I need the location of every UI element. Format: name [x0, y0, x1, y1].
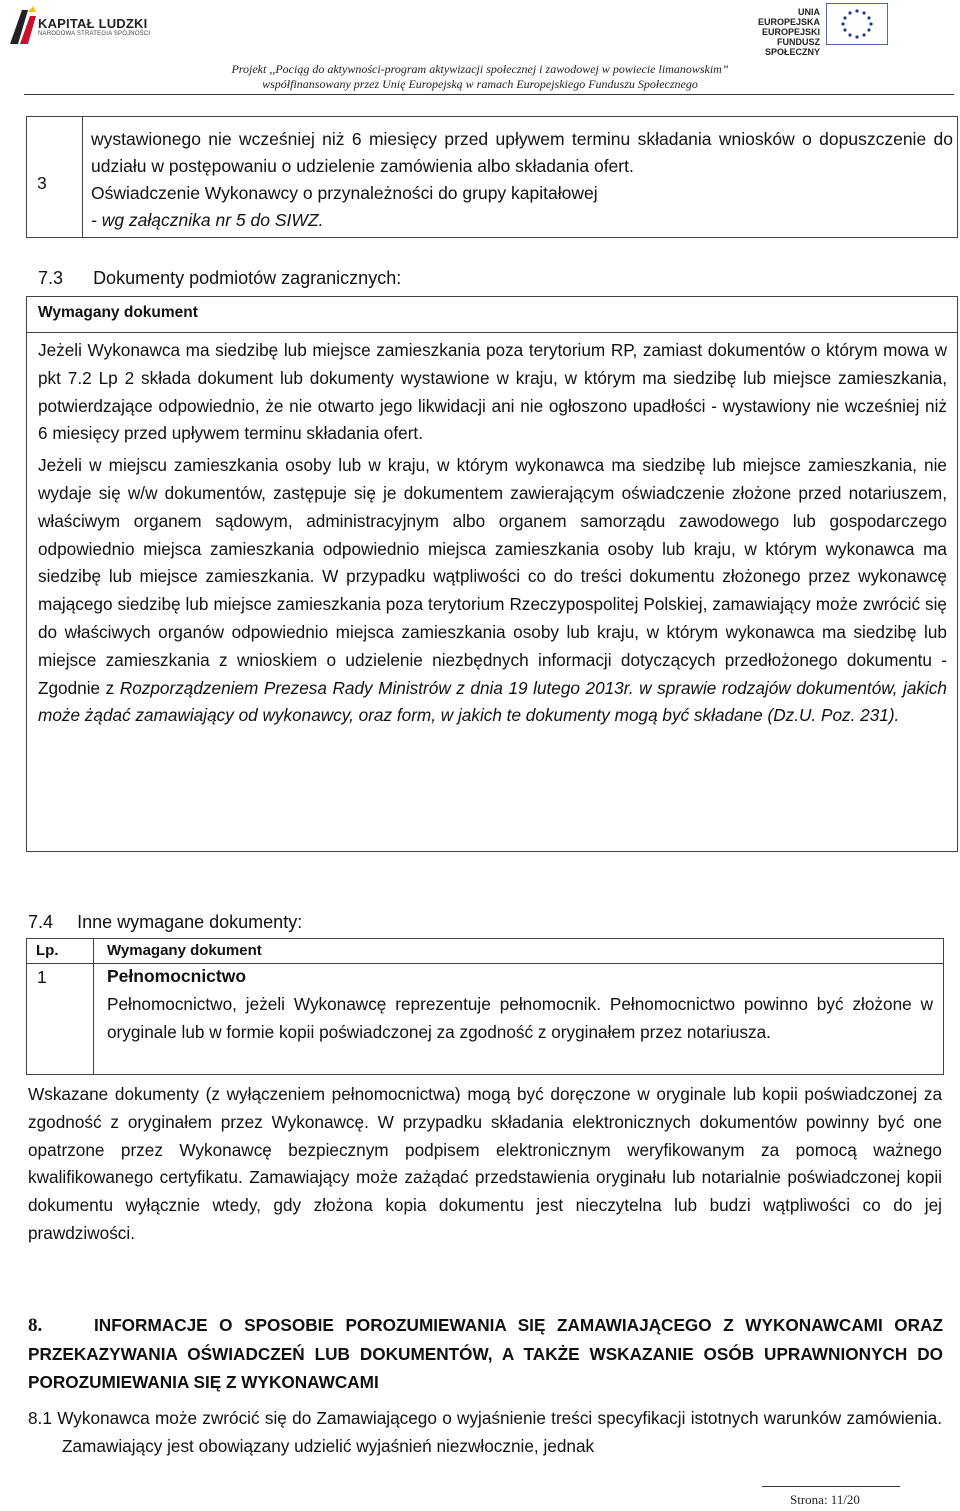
documents-note [28, 1081, 942, 1248]
column-header-lp: Lp. [36, 942, 59, 959]
eu-label-line3: FUNDUSZ SPOŁECZNY [764, 37, 820, 57]
row-number: 3 [37, 173, 47, 193]
other-documents-table [26, 938, 944, 1075]
row-title: Pełnomocnictwo [107, 966, 247, 986]
section-8-1-paragraph [28, 1405, 942, 1461]
row-text-attachment: - wg załącznika nr 5 do SIWZ. [91, 210, 324, 230]
section-8-1-text: Wykonawca może zwrócić się do Zamawiającego o wyjaśnienie treści specyfikacji istotnych warunków zamówienia. Zamawiający jest obowiązany udzielić wyjaśnień niezwłocznie, jednak [57, 1408, 943, 1456]
section-8-heading [28, 1311, 943, 1396]
row-text-statement: Oświadczenie Wykonawcy o przynależności do grupy kapitałowej [91, 183, 598, 203]
page-number: Strona: 11/20 [790, 1492, 860, 1507]
section-8-1 [28, 1405, 942, 1461]
table-header-row [27, 297, 957, 333]
table-header-label: Wymagany dokument [38, 304, 198, 321]
project-title: Projekt ,,Pociąg do aktywności-program aktywizacji społecznej i zawodowej w powiecie limanowskim” [231, 62, 729, 76]
column-header-document: Wymagany dokument [107, 942, 262, 959]
section-number: 7.4 [28, 912, 54, 932]
eu-label-line1: UNIA EUROPEJSKA [757, 7, 820, 27]
eu-flag-icon [826, 3, 888, 45]
table-column-divider [82, 117, 83, 237]
section-7-3-heading [38, 268, 401, 289]
eu-label-line2: EUROPEJSKI [761, 27, 820, 37]
section-title: INFORMACJE O SPOSOBIE POROZUMIEWANIA SIĘ ZAMAWIAJĄCEGO Z WYKONAWCAMI ORAZ PRZEKAZYWANIA OŚWIADCZEŃ LUB DOKUMENTÓW, A TAKŻE WSKAZANIE OSÓB UPRAWNIONYCH DO POROZUMIEWANIA SIĘ Z WYKONAWCAMI [28, 1315, 943, 1392]
header-divider [24, 94, 954, 95]
foreign-documents-table [26, 296, 958, 852]
table-header-divider [27, 963, 943, 964]
power-of-attorney-text: Pełnomocnictwo, jeżeli Wykonawcę reprezentuje pełnomocnik. Pełnomocnictwo powinno być złożone w oryginale lub w formie kopii poświadczonej za zgodność z oryginałem przez notariusza. [107, 994, 933, 1042]
eu-label [736, 7, 820, 57]
footer-divider [762, 1486, 900, 1487]
row-content [107, 991, 933, 1047]
project-info [0, 62, 960, 92]
regulation-reference: Rozporządzeniem Prezesa Rady Ministrów z dnia 19 lutego 2013r. w sprawie rodzajów dokumentów, jakich może żądać zamawiający od wykonawcy, oraz form, w jakich te dokumenty mogą być składane (Dz.U. Poz. 231). [38, 677, 947, 726]
section-number: 8. [28, 1315, 43, 1336]
row-number: 1 [37, 967, 47, 987]
foreign-docs-paragraph-1: Jeżeli Wykonawca ma siedzibę lub miejsce zamieszkania poza terytorium RP, zamiast dokumentów o którym mowa w pkt 7.2 Lp 2 składa dokument lub dokumenty wystawione w kraju, w którym ma siedzibę lub miejsce zamieszkania, potwierdzające odpowiednio, że nie otwarto jego likwidacji ani nie ogłoszono upadłości - wystawiony nie wcześniej niż 6 miesięcy przed upływem terminu składania ofert. [38, 340, 947, 444]
foreign-docs-paragraph-2 [38, 452, 947, 730]
row-content [91, 126, 953, 234]
section-number: 8.1 [28, 1408, 52, 1428]
documents-note-text: Wskazane dokumenty (z wyłączeniem pełnomocnictwa) mogą być doręczone w oryginale lub kopii poświadczonej za zgodność z oryginałem przez Wykonawcę. W przypadku składania elektronicznych dokumentów powinny być one opatrzone przez Wykonawcę bezpiecznym podpisem elektronicznym weryfikowanym za pomocą ważnego kwalifikowanego certyfikatu. Zamawiający może zażądać przedstawienia oryginału lub notarialnie poświadczonej kopii dokumentu wyłącznie wtedy, gdy złożona kopia dokumentu jest nieczytelna lub budzi wątpliwości co do jej prawdziwości. [28, 1084, 942, 1243]
documents-table-continuation [26, 116, 958, 238]
project-cofinancing: współfinansowany przez Unię Europejską w ramach Europejskiego Funduszu Społecznego [262, 77, 698, 91]
paragraph-2-text: Jeżeli w miejscu zamieszkania osoby lub w kraju, w którym wykonawca ma siedzibę lub miejsce zamieszkania, nie wydaje się w/w dokumentów, zastępuje się je dokumentem zawierającym oświadczenie złożone przed notariuszem, właściwym organem sądowym, administracyjnym albo organem samorządu zawodowego lub gospodarczego odpowiednio miejsca zamieszkania odpowiednio miejsca zamieszkania osoby lub kraju, w którym wykonawca ma siedzibę lub miejsce zamieszkania. W przypadku wątpliwości co do treści dokumentu złożonego przez wykonawcę mającego siedzibę lub miejsce zamieszkania poza terytorium Rzeczypospolitej Polskiej, zamawiający może zwrócić się do właściwych organów odpowiednio miejsca zamieszkania osoby lub kraju, w którym wykonawca ma siedzibę lub miejsce zamieszkania z wnioskiem o udzielenie niezbędnych informacji dotyczących przedłożonego dokumentu - Zgodnie z [38, 455, 947, 698]
section-7-4-heading [28, 912, 302, 933]
section-number: 7.3 [38, 268, 64, 288]
table-body [38, 337, 947, 730]
row-text-continued: wystawionego nie wcześniej niż 6 miesięcy przed upływem terminu składania wniosków o dopuszczenie do udziału w postępowaniu o udzielenie zamówienia albo składania ofert. [91, 129, 953, 176]
table-column-divider [93, 939, 94, 1074]
section-title: Inne wymagane dokumenty: [77, 912, 303, 932]
kapital-ludzki-title: KAPITAŁ LUDZKI [38, 16, 148, 31]
section-title: Dokumenty podmiotów zagranicznych: [93, 268, 402, 288]
page-header [0, 0, 960, 96]
kapital-ludzki-subtitle: NARODOWA STRATEGIA SPÓJNOŚCI [38, 31, 151, 37]
